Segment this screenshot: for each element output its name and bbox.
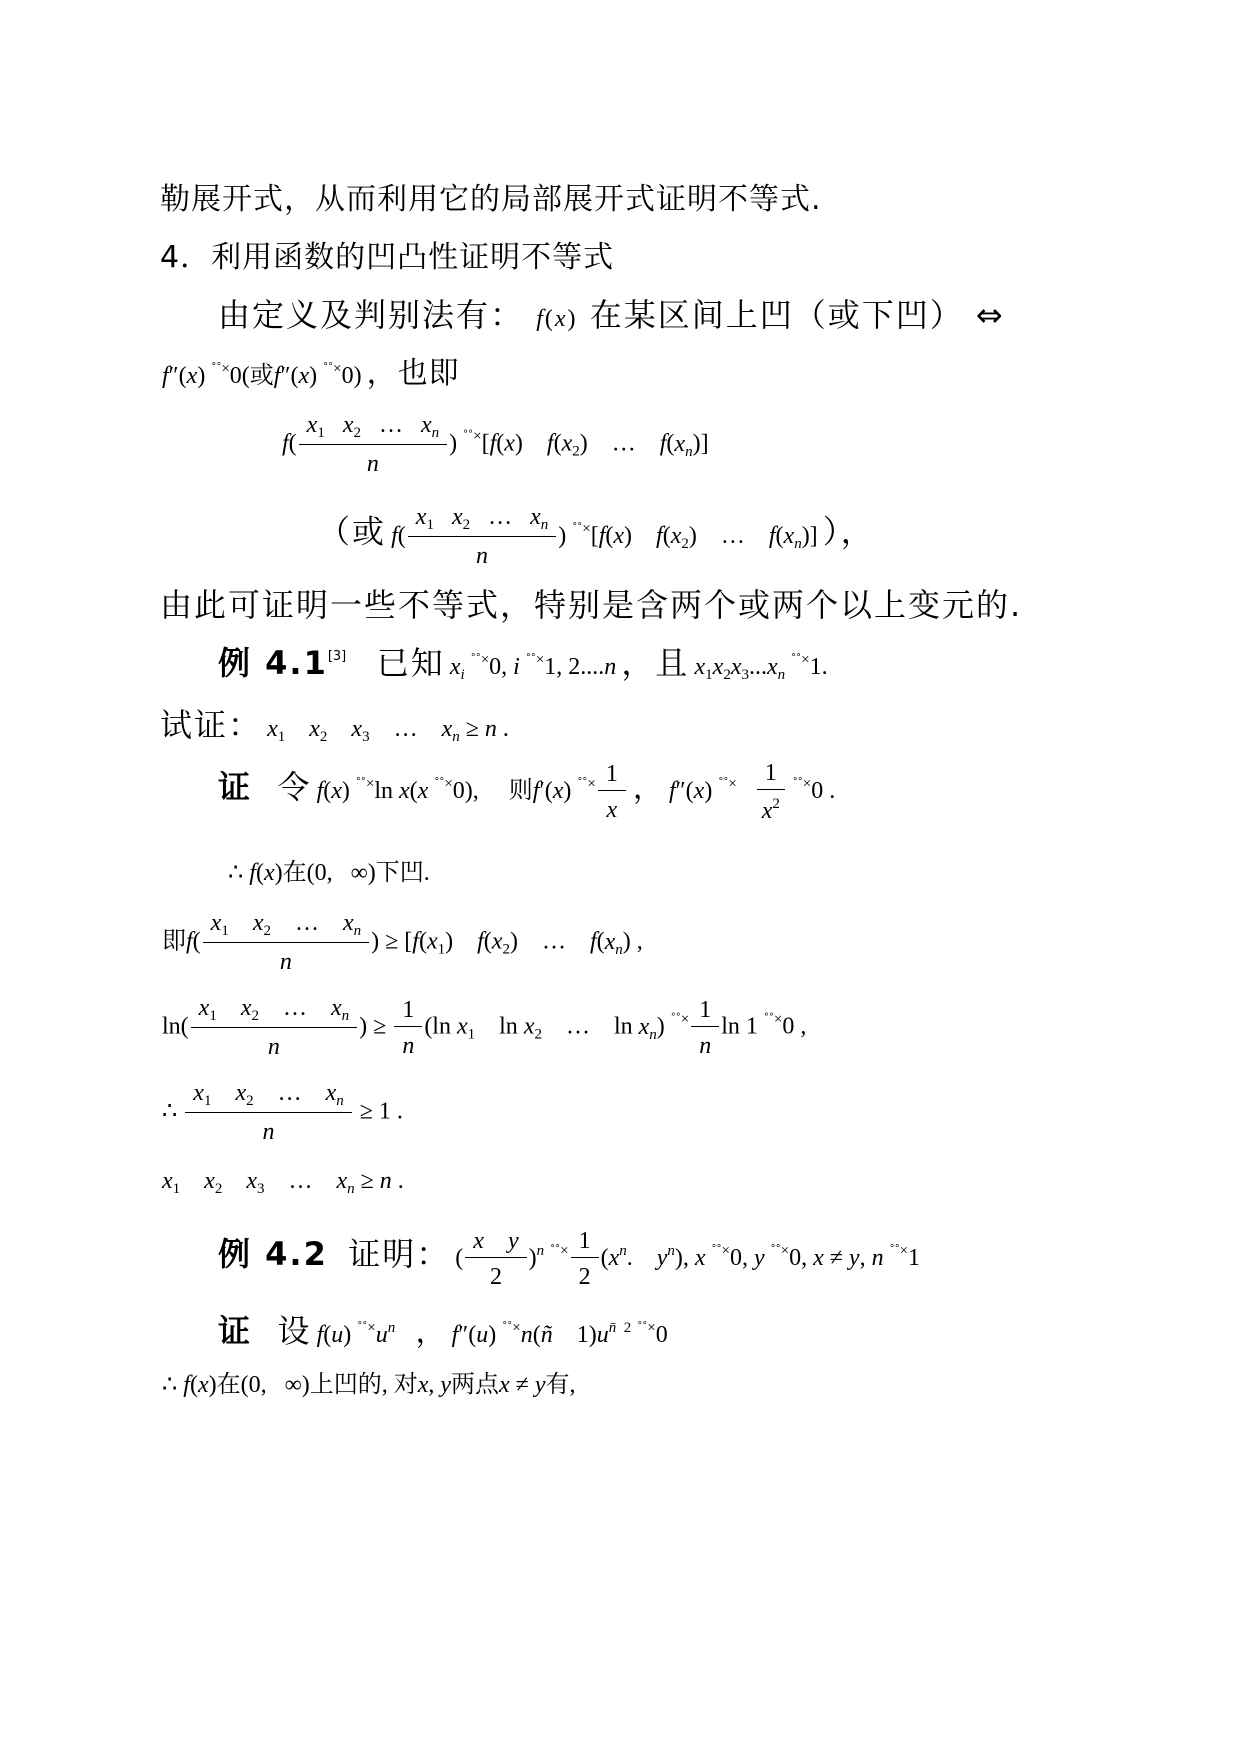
- let-text: 设: [277, 1312, 312, 1350]
- math-therefore-concave-2: ∴ f(x)在(0, ∞)上凹的, 对x, y两点x ≠ y有,: [162, 1372, 576, 1398]
- example-4-2: [218, 1228, 920, 1291]
- math-condition: $x_i$ ˚˚×0, i ˚˚×1, 2....n: [449, 652, 617, 683]
- proof-1: [218, 760, 835, 825]
- close-paren: ），: [822, 512, 875, 551]
- or-paren: （或: [318, 512, 387, 551]
- math-sum-ge-n: $x_1$ $x_2$ $x_3$ … $x_n \ge n$ .: [267, 716, 509, 745]
- prove-text: 证明：: [348, 1235, 451, 1274]
- prove-line: [160, 700, 509, 746]
- section-heading: [160, 232, 614, 276]
- text-line-1: [160, 174, 822, 218]
- math-fx: f(x): [536, 306, 578, 332]
- proof-label: 证: [218, 768, 253, 807]
- example-4-1: [218, 638, 828, 684]
- and-text: ，且: [621, 644, 690, 682]
- text-line-7: [160, 580, 1022, 626]
- prove-text: 试证：: [160, 706, 263, 744]
- proof-2: [218, 1306, 668, 1352]
- math-second-derivative: f″(x) ˚˚×0(或f″(x) ˚˚×0): [162, 361, 362, 389]
- math-power-inequality: ( $\frac{\text{x y}}{2}$ )$^n$ ˚˚× $\frac{1}{2}$ ($x^n$. $y^n$), x ˚˚×0, y ˚˚×0, x ≠ y, n ˚˚×1: [455, 1228, 921, 1290]
- also-text: ，也即: [366, 356, 460, 391]
- math-power-second: f″(u) ˚˚×n(ñ $1)u^{n̄ 2}$ ˚˚×0: [451, 1320, 668, 1348]
- comma: ，: [632, 771, 664, 807]
- math-product: $x_1x_2x_3...x_n$ ˚˚×1.: [694, 652, 828, 683]
- math-power-def: f(u) $^{˚˚\times}u^n$: [316, 1320, 396, 1348]
- example-label: 例 4.2: [218, 1235, 328, 1274]
- heading-text: 4．利用函数的凹凸性证明不等式: [160, 240, 615, 275]
- comma: ，: [415, 1315, 447, 1350]
- math-conclusion: $x_1$ $x_2$ $x_3$ … $x_n \ge n$ .: [162, 1168, 404, 1197]
- math-ln-definition: f(x) ˚˚×ln x(x ˚˚×0), 则f′(x) ˚˚× $\frac{1}{x}$: [317, 778, 628, 804]
- jensen-alt: [318, 504, 875, 570]
- let-text: 令: [277, 768, 312, 807]
- therefore-concave: ∴ f(x)在(0, ∞)下凹.: [228, 860, 430, 886]
- iff-symbol: ⇔: [975, 296, 1005, 334]
- math-second-ln: f″(x) ˚˚× $\frac{1}{x^2}$ ˚˚×0 .: [669, 760, 836, 824]
- jensen-inequality: f( $\frac{x_1 x_2 \dots x_n}{n}$ ) ˚˚×[f(x) $f(x_2)$ … $f(x_n)$]: [282, 412, 709, 477]
- definition-text: 由定义及判别法有：: [218, 296, 525, 334]
- math-ln-line: ln( $\frac{x_1 x_2 \dots x_n}{n}$ ) ≥ $\frac{1}{n}$ (ln $x_1$ $\ln x_2$ … $\ln x_n$) ˚˚× $\frac{1}{n}$ ln 1 ˚˚×0 ,: [162, 995, 807, 1060]
- text-line-4: [162, 348, 460, 392]
- concave-text: 在某区间上凹（或下凹）: [589, 296, 964, 334]
- math-jensen-apply: 即f( $\frac{x_1 x_2 \dots x_n}{n}$ ) ≥ [$f(x_1)$ $f(x_2)$ … $f(x_n)$ ,: [162, 910, 643, 975]
- text-line-3: [218, 290, 1005, 336]
- paragraph-text: 勒展开式，从而利用它的局部展开式证明不等式.: [160, 182, 822, 217]
- math-jensen-alt: f( $\frac{x_1 x_2 \dots x_n}{n}$ ) ˚˚×[f(x) $f(x_2)$ … $f(x_n)$]: [391, 504, 818, 569]
- proof-label: 证: [218, 1312, 253, 1350]
- given-text: 已知: [376, 644, 445, 682]
- math-therefore-ge1: ∴ $\frac{x_1 x_2 \dots x_n}{n}$ ≥ 1 .: [162, 1080, 403, 1145]
- example-label: 例 4.1: [218, 644, 328, 682]
- paragraph-text: 由此可证明一些不等式，特别是含两个或两个以上变元的.: [160, 586, 1023, 624]
- citation-ref: [3]: [327, 649, 347, 664]
